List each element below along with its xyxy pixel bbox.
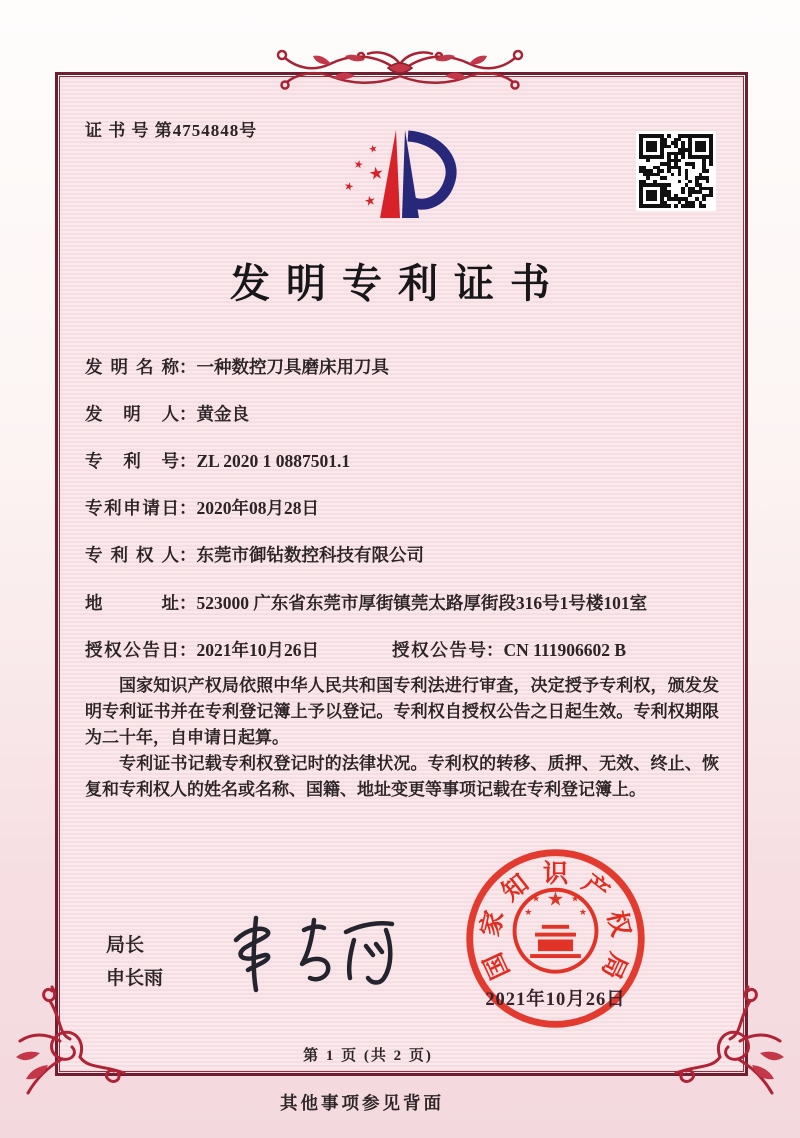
field-value: CN 111906602 B (503, 640, 627, 660)
svg-text:局: 局 (595, 948, 633, 984)
certificate-title: 发明专利证书 (230, 261, 566, 306)
field-label: 专利号 (85, 451, 179, 471)
svg-text:★: ★ (532, 893, 540, 904)
frame-ornament-top (273, 42, 527, 100)
field-patent-number: 专利号 ： ZL 2020 1 0887501.1 (85, 448, 717, 474)
field-filing-date: 专利申请日 ： 2020年08月28日 (85, 495, 717, 521)
svg-text:家: 家 (476, 908, 510, 940)
legal-text (85, 673, 719, 803)
svg-text:★: ★ (524, 907, 533, 918)
svg-text:产: 产 (576, 869, 615, 907)
svg-text:★: ★ (342, 180, 355, 195)
field-grant-number: 授权公告号 ： CN 111906602 B (392, 637, 722, 663)
svg-text:权: 权 (601, 908, 635, 940)
commissioner-role: 局长 (106, 935, 145, 956)
frame-ornament-corner-left (12, 983, 132, 1101)
page-indicator: 第 1 页 (共 2 页) (303, 1048, 433, 1064)
legal-paragraph-1: 国家知识产权局依照中华人民共和国专利法进行审查，决定授予专利权，颁发发明专利证书并在专利登记簿上予以登记。专利权自授权公告之日起生效。专利权期限为二十年，自申请日起算。 (85, 676, 719, 747)
cnipa-logo-icon (334, 124, 462, 224)
svg-text:识: 识 (542, 859, 569, 888)
field-value: ZL 2020 1 0887501.1 (196, 451, 351, 471)
svg-text:★: ★ (578, 907, 587, 918)
field-label: 授权公告日 (85, 640, 179, 660)
field-invention-name: 发明名称 ： 一种数控刀具磨床用刀具 (85, 354, 717, 380)
field-value: 东莞市御钻数控科技有限公司 (196, 545, 424, 565)
field-value: 一种数控刀具磨床用刀具 (196, 357, 389, 377)
svg-text:国: 国 (478, 948, 516, 984)
svg-text:★: ★ (571, 893, 579, 904)
svg-text:★: ★ (367, 163, 386, 185)
field-address: 地址 ： 523000 广东省东莞市厚街镇莞太路厚街段316号1号楼101室 (85, 590, 717, 616)
national-emblem-seal (458, 841, 653, 1036)
svg-text:★: ★ (352, 158, 365, 172)
commissioner-signature (218, 906, 413, 998)
svg-text:★: ★ (362, 192, 378, 210)
field-value: 2020年08月28日 (196, 498, 319, 518)
field-value: 黄金良 (196, 404, 249, 424)
field-label: 专利权人 (85, 545, 179, 565)
seal-date: 2021年10月26日 (485, 988, 626, 1010)
legal-paragraph-2: 专利证书记载专利权登记时的法律状况。专利权的转移、质押、无效、终止、恢复和专利权人的姓名或名称、国籍、地址变更等事项记载在专利登记簿上。 (85, 754, 719, 799)
field-inventor: 发明人 ： 黄金良 (85, 401, 717, 427)
field-patentee: 专利权人 ： 东莞市御钻数控科技有限公司 (85, 542, 717, 568)
field-grant-date: 授权公告日 ： 2021年10月26日 授权公告号 ： CN 111906602 B (85, 637, 717, 663)
field-label: 发明人 (85, 404, 179, 424)
seal-ring-text (476, 860, 635, 983)
svg-text:★: ★ (546, 889, 565, 911)
frame-ornament-corner-right (668, 983, 788, 1101)
field-value: 523000 广东省东莞市厚街镇莞太路厚街段316号1号楼101室 (196, 593, 648, 613)
field-label: 地址 (85, 593, 179, 613)
svg-text:知: 知 (496, 869, 535, 907)
national-emblem-icon (515, 889, 597, 971)
field-label: 授权公告号 (392, 640, 486, 660)
field-value: 2021年10月26日 (196, 640, 319, 660)
qr-code (636, 131, 716, 211)
commissioner-name: 申长雨 (106, 968, 164, 989)
field-label: 发明名称 (85, 357, 179, 377)
svg-text:★: ★ (367, 143, 380, 157)
footer-note: 其他事项参见背面 (280, 1093, 444, 1113)
certificate-number: 证 书 号 第4754848号 (85, 121, 258, 140)
field-label: 专利申请日 (85, 498, 179, 518)
